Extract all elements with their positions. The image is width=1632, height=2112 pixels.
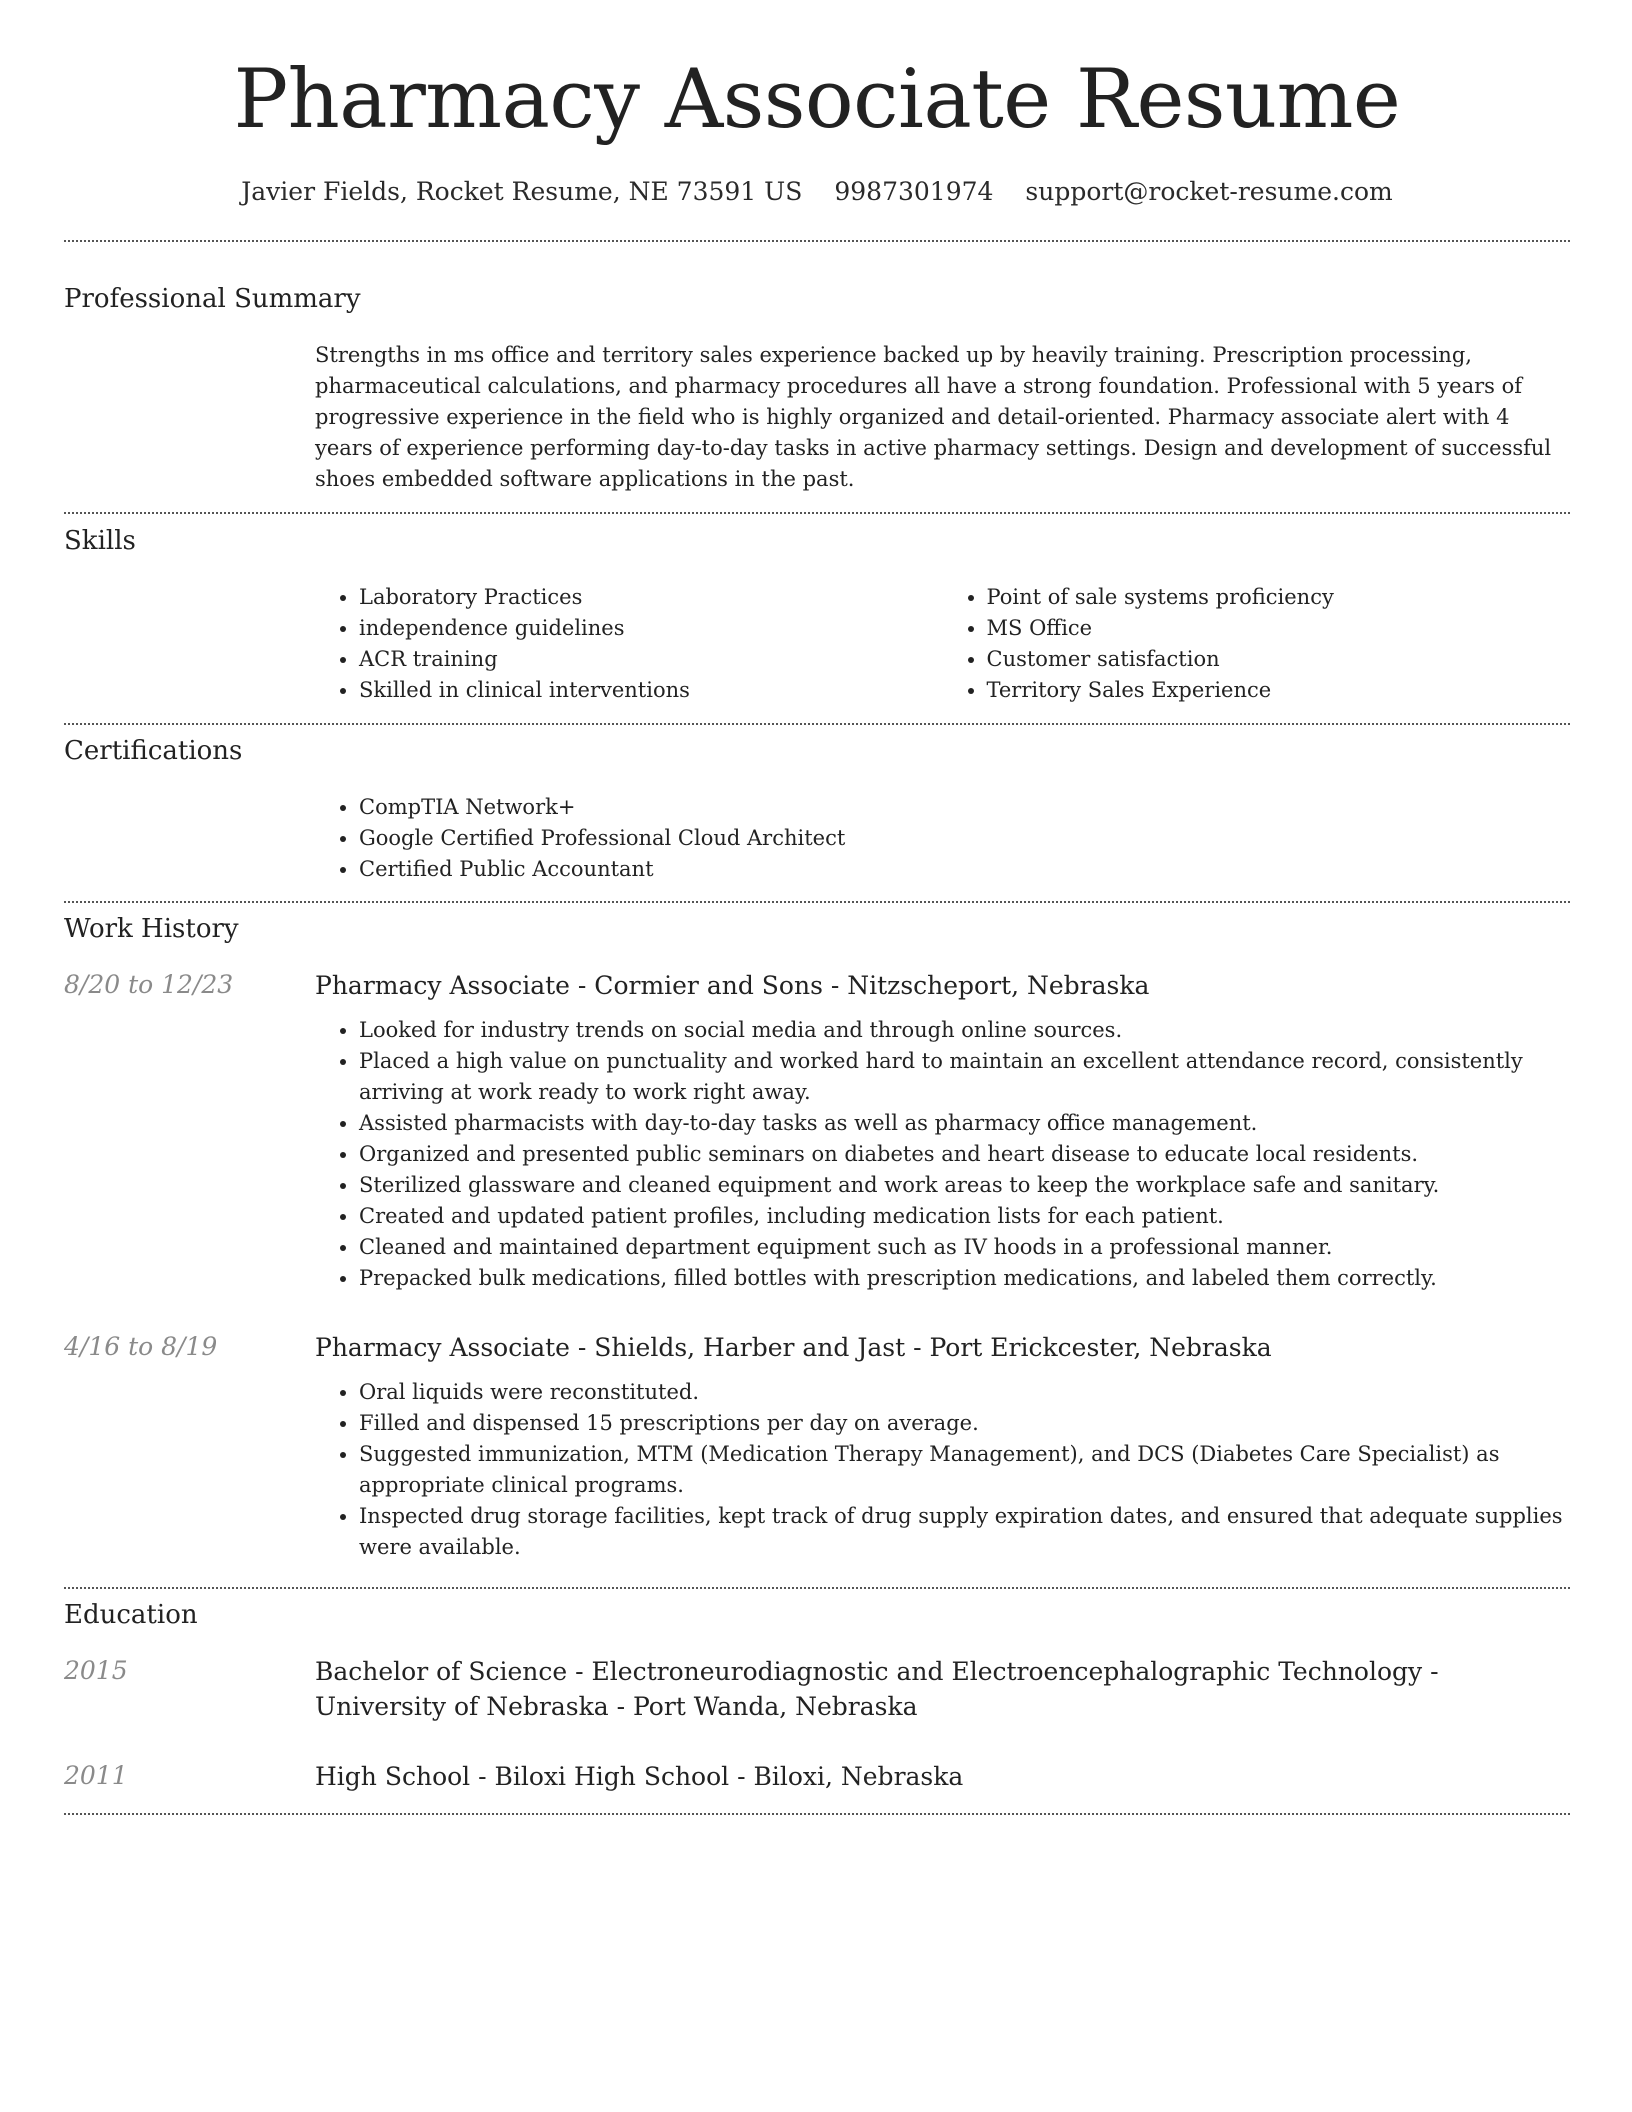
contact-line [64,175,1570,209]
job-bullet: • Filled and dispensed 15 prescriptions per day on average. [359,1408,1570,1439]
divider [64,1813,1570,1815]
skill-item: • Point of sale systems proficiency [987,582,1571,613]
skills-section [64,526,1570,702]
skills-list-right [943,582,1571,706]
skill-item: • Skilled in clinical interventions [359,675,943,706]
skill-item: • independence guidelines [359,613,943,644]
job-bullet: • Inspected drug storage facilities, kept track of drug supply expiration dates, and ensured that adequate supplies were available. [359,1501,1570,1563]
skills-heading: Skills [64,526,136,556]
job-bullets [315,1377,1570,1563]
skill-item: • Customer satisfaction [987,644,1571,675]
education-section [64,1600,1570,1791]
divider [64,240,1570,242]
certification-item: • Google Certified Professional Cloud Architect [359,823,1570,854]
education-entry: High School - Biloxi High School - Biloxi, Nebraska [315,1762,964,1791]
job-dates: 8/20 to 12/23 [64,970,234,999]
certification-item: • CompTIA Network+ [359,792,1570,823]
summary-heading: Professional Summary [64,284,361,314]
contact-email: support@rocket-resume.com [1025,177,1393,206]
divider [64,723,1570,725]
job-title: Pharmacy Associate - Shields, Harber and Jast - Port Erickcester, Nebraska [315,1333,1272,1362]
job-bullet: • Prepacked bulk medications, filled bottles with prescription medications, and labeled them correctly. [359,1263,1570,1294]
divider [64,1587,1570,1589]
job-title: Pharmacy Associate - Cormier and Sons - Nitzscheport, Nebraska [315,971,1150,1000]
job-bullet: • Assisted pharmacists with day-to-day tasks as well as pharmacy office management. [359,1108,1570,1139]
skill-item: • Territory Sales Experience [987,675,1571,706]
resume-title: Pharmacy Associate Resume [233,53,1401,147]
skill-item: • ACR training [359,644,943,675]
job-bullet: • Oral liquids were reconstituted. [359,1377,1570,1408]
skill-item: • Laboratory Practices [359,582,943,613]
job-bullet: • Placed a high value on punctuality and worked hard to maintain an excellent attendance record, consistently arriving at work ready to work right away. [359,1046,1570,1108]
job-dates: 4/16 to 8/19 [64,1332,218,1361]
education-heading: Education [64,1600,198,1630]
job-bullet: • Suggested immunization, MTM (Medication Therapy Management), and DCS (Diabetes Care Specialist) as appropriate clinical programs. [359,1439,1570,1501]
certifications-heading: Certifications [64,736,243,766]
job-bullet: • Looked for industry trends on social media and through online sources. [359,1015,1570,1046]
contact-phone: 9987301974 [834,177,994,206]
summary-text: Strengths in ms office and territory sales experience backed up by heavily training. Prescription processing, pharmaceutical calculations, and pharmacy procedures all have a strong foundation. Professional with 5 years of progressive experience in the field who is highly organized and detail-oriented. Pharmacy associate alert with 4 years of experience performing day-to-day tasks in active pharmacy settings. Design and development of successful shoes embedded software applications in the past. [315,343,1552,491]
certification-item: • Certified Public Accountant [359,854,1570,885]
job-bullet: • Cleaned and maintained department equipment such as IV hoods in a professional manner. [359,1232,1570,1263]
job-bullet: • Created and updated patient profiles, including medication lists for each patient. [359,1201,1570,1232]
education-year: 2011 [64,1761,128,1790]
job-bullet: • Sterilized glassware and cleaned equipment and work areas to keep the workplace safe and sanitary. [359,1170,1570,1201]
contact-address: Javier Fields, Rocket Resume, NE 73591 US [241,177,803,206]
summary-section [64,284,1570,491]
job-bullet: • Organized and presented public seminars on diabetes and heart disease to educate local residents. [359,1139,1570,1170]
certifications-section [64,736,1570,881]
resume-page [64,0,1570,1791]
divider [64,901,1570,903]
work-heading: Work History [64,914,239,944]
education-entry: Bachelor of Science - Electroneurodiagnostic and Electroencephalographic Technology - University of Nebraska - Port Wanda, Nebraska [315,1657,1439,1721]
skill-item: • MS Office [987,613,1571,644]
certifications-list [315,792,1570,885]
divider [64,512,1570,514]
education-year: 2015 [64,1656,128,1685]
job-bullets [315,1015,1570,1294]
skills-list-left [315,582,943,706]
work-section [64,914,1570,1559]
